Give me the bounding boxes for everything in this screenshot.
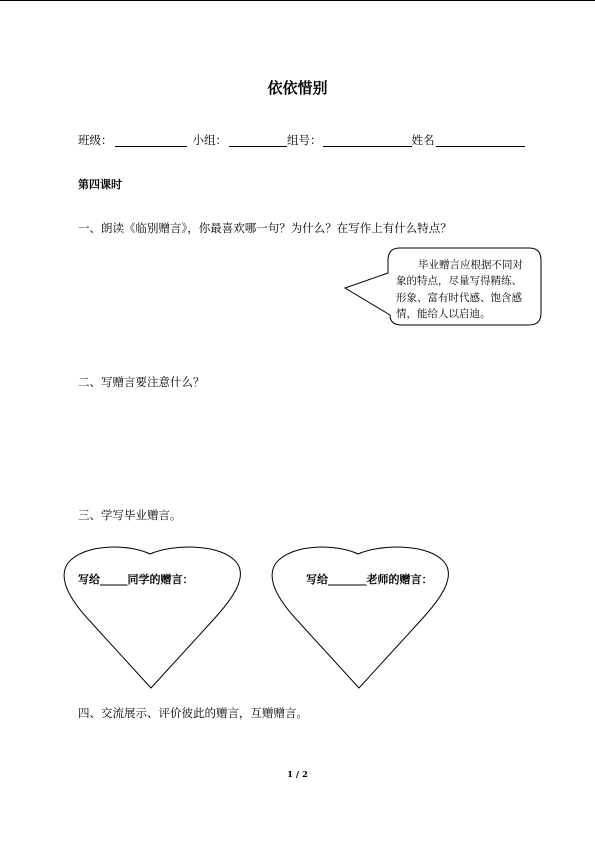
group-no-blank: [323, 134, 412, 147]
question-1: 一、朗读《临别赠言》，你最喜欢哪一句？为什么？在写作上有什么特点？: [78, 221, 452, 235]
top-rule: [0, 0, 595, 1]
student-info-line: [78, 133, 525, 147]
page-number: 1 / 2: [287, 770, 308, 780]
class-label: 班级：: [78, 133, 113, 147]
question-3: 三、学写毕业赠言。: [78, 508, 182, 522]
heart-teacher-label: 写给_______老师的赠言：: [306, 573, 433, 586]
name-blank: [436, 134, 525, 147]
page-title: 依依惜别: [267, 79, 328, 97]
question-4: 四、交流展示、评价彼此的赠言，互赠赠言。: [78, 706, 308, 720]
name-label: 姓名: [411, 133, 435, 147]
tip-line: 毕业赠言应根据不同对: [418, 259, 523, 271]
tip-line: 情，能给人以启迪。: [396, 308, 491, 321]
question-2: 二、写赠言要注意什么？: [78, 375, 205, 389]
group-blank: [229, 134, 287, 147]
heart-classmate-label: 写给_____同学的赠言：: [78, 573, 194, 586]
tip-line: 形象、富有时代感、饱含感: [396, 291, 522, 304]
class-blank: [115, 134, 187, 147]
tip-line: 象的特点，尽量写得精练、: [396, 275, 522, 288]
group-no-label: 组号：: [287, 133, 322, 147]
heart-shape-classmate: [61, 543, 245, 693]
lesson-heading: 第四课时: [78, 178, 122, 191]
tip-text: [396, 257, 541, 323]
group-label: 小组：: [192, 133, 227, 147]
heart-shape-teacher: [269, 543, 453, 693]
